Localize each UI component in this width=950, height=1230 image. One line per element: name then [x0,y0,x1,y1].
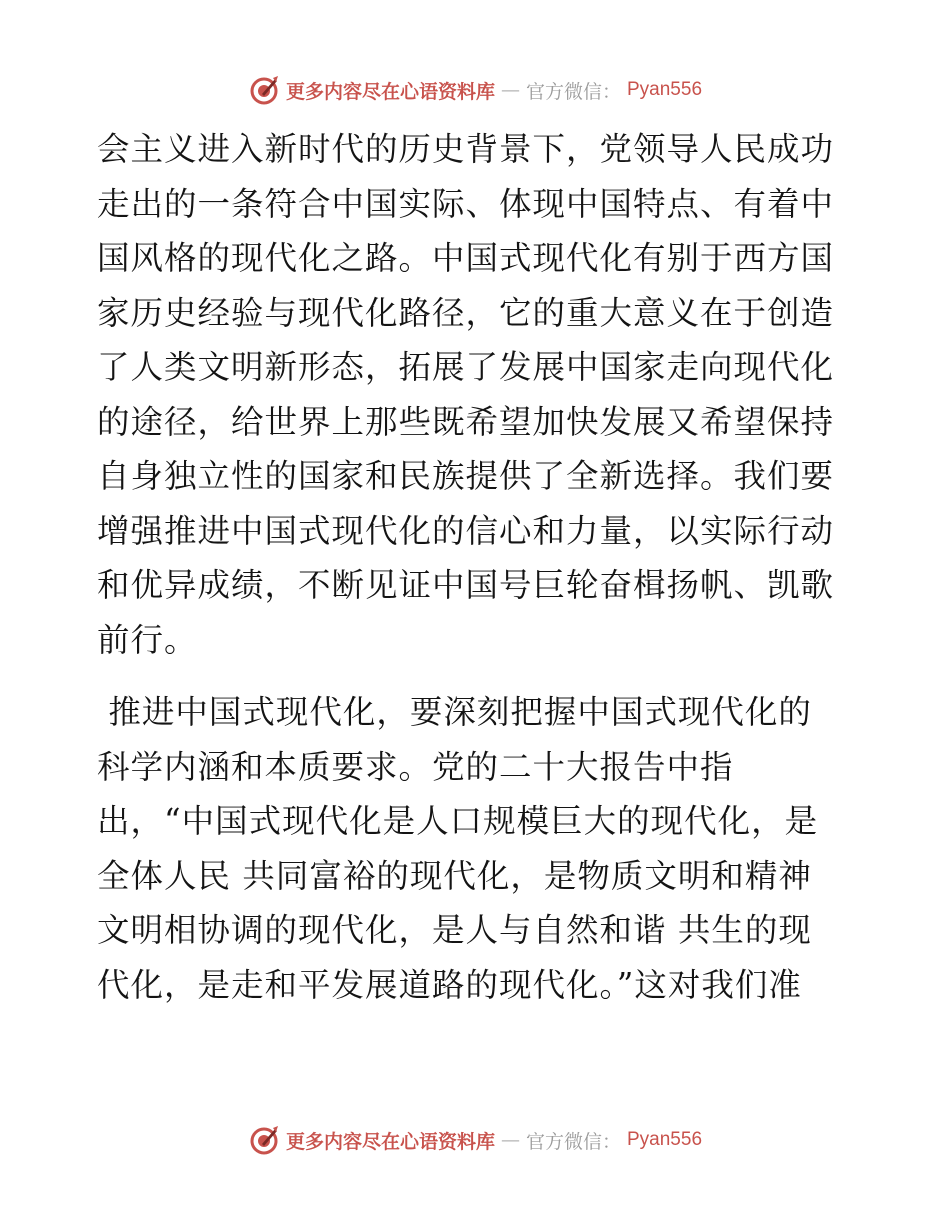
text-line: 家历史经验与现代化路径，它的重大意义在于创造 [97,293,835,332]
text-line: 科学内涵和本质要求。党的二十大报告中指 [97,747,734,786]
text-line: 文明相协调的现代化，是人与自然和谐 共生的现 [97,911,812,949]
text-line: 出，“中国式现代化是人口规模巨大的现代化，是 [97,802,819,840]
header-banner [0,70,950,110]
paragraph-gap [97,667,857,685]
text-line: 自身独立性的国家和民族提供了全新选择。我们要 [97,457,835,495]
paragraph-1 [97,122,857,667]
header-banner-content [248,74,702,106]
banner-main-text: 更多内容尽在心语资料库 [285,1130,495,1153]
banner-dash: — [500,79,520,101]
text-line: 代化，是走和平发展道路的现代化。”这对我们准 [97,965,802,1004]
text-line: 的途径，给世界上那些既希望加快发展又希望保持 [97,402,835,441]
text-line: 增强推进中国式现代化的信心和力量，以实际行动 [97,511,835,550]
footer-banner [0,1120,950,1160]
logo-icon [248,1124,280,1156]
logo-icon [248,74,280,106]
document-body [97,122,857,1012]
text-line: 推进中国式现代化，要深刻把握中国式现代化的 [97,693,812,731]
footer-banner-content [248,1124,702,1156]
banner-wechat-id: Pyan556 [627,1129,703,1150]
text-line: 走出的一条符合中国实际、体现中国特点、有着中 [97,184,835,223]
banner-official-label: 官方微信： [525,1130,621,1153]
banner-official-label: 官方微信： [525,80,621,103]
banner-main-text: 更多内容尽在心语资料库 [285,80,495,103]
text-line: 和优异成绩，不断见证中国号巨轮奋楫扬帆、凯歌 [97,566,835,604]
banner-wechat-id: Pyan556 [627,79,703,100]
paragraph-2 [97,685,857,1012]
text-line: 会主义进入新时代的历史背景下，党领导人民成功 [97,130,835,168]
text-line: 前行。 [97,620,198,659]
text-line: 了人类文明新形态，拓展了发展中国家走向现代化 [97,348,835,386]
text-line: 国风格的现代化之路。中国式现代化有别于西方国 [97,239,835,277]
banner-dash: — [500,1129,520,1151]
text-line: 全体人民 共同富裕的现代化，是物质文明和精神 [97,856,812,895]
